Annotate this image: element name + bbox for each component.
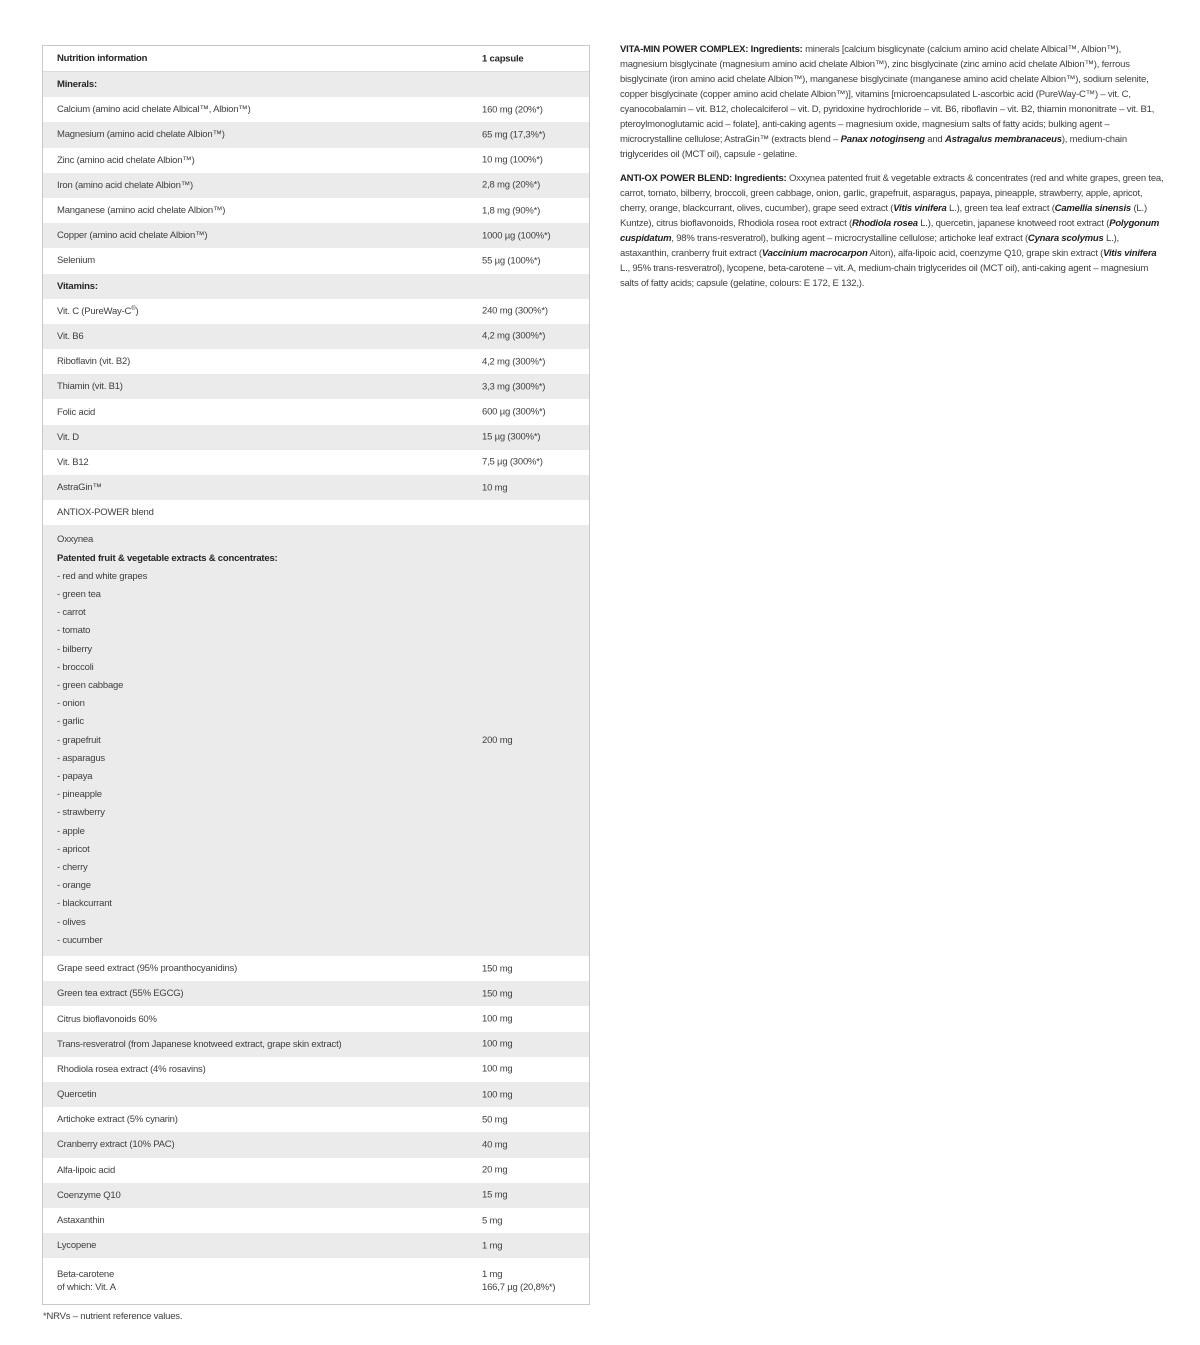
table-row bbox=[43, 1082, 589, 1107]
text-segment: Camellia sinensis bbox=[1054, 203, 1132, 214]
text-segment: L.), astaxanthin, cranberry fruit extract ( bbox=[620, 233, 1119, 259]
text-segment: Astragalus membranaceus bbox=[944, 134, 1062, 145]
table-header-row bbox=[43, 46, 589, 72]
text-segment: minerals [calcium bisglicynate (calcium amino acid chelate Albical™, Albion™), magnesium bisglycinate (magnesium amino acid chelate Albion™), zinc bisglycinate (zinc amino acid chelate Albion™), ferrous bisglycinate (iron amino acid chelate Albion™), manganese bisglycinate (manganese amino acid chelate Albion™), sodium selenite, copper bisglycinate (copper amino acid chelate Albion™)], vitamins [microencapsulated L-ascorbic acid (PureWay-C™) – vit. C, cyanocobalamin – vit. B12, cholecalciferol – vit. D, pyridoxine hydrochloride – vit. B6, riboflavin – vit. B2, thiamin mononitrate – vit. B1, pteroylmonoglutamic acid – folate], anti-caking agents – magnesium oxide, magnesium salts of fatty acids; bulking agent – microcrystalline cellulose; AstraGin™ (extracts blend – bbox=[620, 44, 1155, 145]
ingredients-paragraph-anti-ox-power-blend bbox=[620, 171, 1166, 291]
ingredients-paragraph-vita-min-power-complex bbox=[620, 42, 1166, 162]
row-value: 55 µg (100%*) bbox=[482, 255, 541, 267]
text-segment: L., 95% trans-resveratrol), lycopene, beta-carotene – vit. A, medium-chain triglycerides oil (MCT oil), anti-caking agent – magnesium salts of fatty acids; capsule (gelatine, colours: E 172, E 132,). bbox=[620, 263, 1149, 289]
row-label: Zinc (amino acid chelate Albion™) bbox=[57, 154, 195, 166]
row-label: Green tea extract (55% EGCG) bbox=[57, 988, 184, 1000]
row-value: 40 mg bbox=[482, 1139, 508, 1151]
blend-line: Patented fruit & vegetable extracts & concentrates: bbox=[57, 552, 278, 564]
row-value: 2,8 mg (20%*) bbox=[482, 179, 541, 191]
table-row bbox=[43, 97, 589, 122]
table-row bbox=[43, 349, 589, 374]
row-value: 100 mg bbox=[482, 1063, 513, 1075]
row-value: 65 mg (17,3%*) bbox=[482, 129, 546, 141]
row-label: Astaxanthin bbox=[57, 1215, 105, 1227]
blend-line: Oxxynea bbox=[57, 534, 94, 546]
blend-line: - green tea bbox=[57, 588, 101, 600]
row-value: 10 mg bbox=[482, 482, 508, 494]
row-label: Minerals: bbox=[57, 79, 97, 91]
row-value: 15 µg (300%*) bbox=[482, 431, 541, 443]
text-segment: ), medium-chain triglycerides oil (MCT oil), capsule - gelatine. bbox=[620, 134, 1127, 160]
row-label: Rhodiola rosea extract (4% rosavins) bbox=[57, 1063, 206, 1075]
row-value: 100 mg bbox=[482, 1089, 513, 1101]
row-label: Riboflavin (vit. B2) bbox=[57, 356, 131, 368]
row-value: 5 mg bbox=[482, 1215, 503, 1227]
row-value: 3,3 mg (300%*) bbox=[482, 381, 546, 393]
text-segment: Polygonum cuspidatum bbox=[620, 218, 1160, 244]
text-segment: Vitis vinifera bbox=[893, 203, 947, 214]
row-label: Thiamin (vit. B1) bbox=[57, 381, 123, 393]
table-row bbox=[43, 299, 589, 324]
table-row bbox=[43, 1233, 589, 1258]
table-row bbox=[43, 148, 589, 173]
table-row bbox=[43, 1006, 589, 1031]
nutrition-table-body bbox=[43, 72, 589, 1304]
row-label: Quercetin bbox=[57, 1089, 97, 1101]
text-segment: Rhodiola rosea bbox=[851, 218, 918, 229]
row-label: Artichoke extract (5% cynarin) bbox=[57, 1114, 178, 1126]
row-value: 7,5 µg (300%*) bbox=[482, 456, 543, 468]
blend-row-oxxynea bbox=[43, 525, 589, 956]
nutrition-table bbox=[42, 45, 590, 1305]
row-label: Copper (amino acid chelate Albion™) bbox=[57, 230, 208, 242]
blend-line: - carrot bbox=[57, 607, 86, 619]
blend-line: - garlic bbox=[57, 716, 84, 728]
table-row bbox=[43, 500, 589, 525]
row-label: Trans-resveratrol (from Japanese knotweed extract, grape skin extract) bbox=[57, 1038, 342, 1050]
blend-line: - tomato bbox=[57, 625, 91, 637]
row-label: Calcium (amino acid chelate Albical™, Albion™) bbox=[57, 104, 251, 116]
blend-line: - apricot bbox=[57, 843, 90, 855]
text-segment: Cynara scolymus bbox=[1027, 233, 1104, 244]
row-label: Lycopene bbox=[57, 1240, 97, 1252]
row-value: 240 mg (300%*) bbox=[482, 305, 548, 317]
table-row bbox=[43, 956, 589, 981]
table-row bbox=[43, 1183, 589, 1208]
table-row bbox=[43, 1107, 589, 1132]
table-row bbox=[43, 425, 589, 450]
row-value: 1,8 mg (90%*) bbox=[482, 205, 541, 217]
row-label: Cranberry extract (10% PAC) bbox=[57, 1139, 175, 1151]
blend-line: - asparagus bbox=[57, 752, 105, 764]
text-segment: Panax notoginseng bbox=[840, 134, 925, 145]
row-value: 160 mg (20%*) bbox=[482, 104, 543, 116]
text-segment: Aiton), alfa-lipoic acid, coenzyme Q10, grape skin extract ( bbox=[867, 248, 1104, 259]
table-row bbox=[43, 475, 589, 500]
blend-line: - orange bbox=[57, 880, 91, 892]
row-value: 20 mg bbox=[482, 1164, 508, 1176]
text-segment: Vaccinium macrocarpon bbox=[761, 248, 868, 259]
row-value: 50 mg bbox=[482, 1114, 508, 1126]
table-row bbox=[43, 1158, 589, 1183]
row-label: Vitamins: bbox=[57, 280, 98, 292]
row-label: Coenzyme Q10 bbox=[57, 1189, 121, 1201]
row-value: 150 mg bbox=[482, 988, 513, 1000]
row-value: 1000 µg (100%*) bbox=[482, 230, 551, 242]
table-row bbox=[43, 1057, 589, 1082]
row-value: 200 mg bbox=[482, 734, 513, 746]
row-value: 1 mg 166,7 µg (20,8%*) bbox=[482, 1269, 556, 1294]
row-value: 1 mg bbox=[482, 1240, 503, 1252]
row-label: AstraGin™ bbox=[57, 482, 102, 494]
text-segment: VITA-MIN POWER COMPLEX: Ingredients: bbox=[620, 44, 806, 55]
row-value: 10 mg (100%*) bbox=[482, 154, 543, 166]
text-segment: Oxxynea patented fruit & vegetable extracts & concentrates (red and white grapes, green tea, carrot, tomato, bilberry, broccoli, green cabbage, onion, garlic, grapefruit, asparagus, papaya, pineapple, strawberry, apple, apricot, cherry, orange, blackcurrant, olives, cucumber), grape seed extract ( bbox=[620, 173, 1164, 214]
blend-line: - papaya bbox=[57, 771, 93, 783]
text-segment: , 98% trans-resveratrol), bulking agent – microcrystalline cellulose; artichoke leaf extract ( bbox=[671, 233, 1028, 244]
blend-line: - broccoli bbox=[57, 661, 94, 673]
row-label: Vit. B12 bbox=[57, 456, 89, 468]
row-label: Manganese (amino acid chelate Albion™) bbox=[57, 205, 226, 217]
table-row bbox=[43, 122, 589, 147]
blend-line: - pineapple bbox=[57, 789, 102, 801]
row-label: Citrus bioflavonoids 60% bbox=[57, 1013, 157, 1025]
row-value: 100 mg bbox=[482, 1038, 513, 1050]
blend-line: - blackcurrant bbox=[57, 898, 112, 910]
table-row bbox=[43, 1208, 589, 1233]
row-value: 100 mg bbox=[482, 1013, 513, 1025]
text-segment: L.), quercetin, japanese knotweed root extract ( bbox=[917, 218, 1110, 229]
table-row bbox=[43, 450, 589, 475]
section-row bbox=[43, 72, 589, 97]
text-segment: (L.) Kuntze), citrus bioflavonoids, Rhodiola rosea root extract ( bbox=[620, 203, 1147, 229]
row-label: ANTIOX-POWER blend bbox=[57, 507, 154, 519]
table-footnote: *NRVs – nutrient reference values. bbox=[43, 1311, 183, 1322]
blend-line: - red and white grapes bbox=[57, 570, 148, 582]
row-value: 600 µg (300%*) bbox=[482, 406, 546, 418]
table-header-serving: 1 capsule bbox=[482, 53, 524, 64]
row-value: 15 mg bbox=[482, 1189, 508, 1201]
text-segment: ANTI-OX POWER BLEND: Ingredients: bbox=[620, 173, 789, 184]
blend-line: - olives bbox=[57, 916, 86, 928]
table-row bbox=[43, 1258, 589, 1304]
section-row bbox=[43, 274, 589, 299]
row-value: 4,2 mg (300%*) bbox=[482, 356, 546, 368]
blend-line: - cherry bbox=[57, 862, 88, 874]
table-row bbox=[43, 374, 589, 399]
blend-line: - apple bbox=[57, 825, 85, 837]
row-label: Vit. C (PureWay-C®) bbox=[57, 305, 139, 317]
blend-line: - bilberry bbox=[57, 643, 92, 655]
text-segment: L.), green tea leaf extract ( bbox=[946, 203, 1055, 214]
table-row bbox=[43, 223, 589, 248]
row-label: Beta-carotene of which: Vit. A bbox=[57, 1269, 116, 1294]
blend-line: - strawberry bbox=[57, 807, 105, 819]
row-value: 4,2 mg (300%*) bbox=[482, 330, 546, 342]
blend-line: - grapefruit 200 mg bbox=[43, 732, 589, 750]
table-row bbox=[43, 1132, 589, 1157]
table-row bbox=[43, 399, 589, 424]
table-row bbox=[43, 1032, 589, 1057]
text-segment: and bbox=[924, 134, 945, 145]
row-value: 150 mg bbox=[482, 963, 513, 975]
row-label: Alfa-lipoic acid bbox=[57, 1164, 116, 1176]
table-row bbox=[43, 173, 589, 198]
blend-line: - green cabbage bbox=[57, 680, 124, 691]
table-row bbox=[43, 198, 589, 223]
table-header-title: Nutrition information bbox=[57, 53, 148, 64]
blend-line: - cucumber bbox=[57, 934, 103, 946]
row-label: Selenium bbox=[57, 255, 96, 267]
table-row bbox=[43, 324, 589, 349]
table-row bbox=[43, 981, 589, 1006]
text-segment: Vitis vinifera bbox=[1103, 248, 1157, 259]
ingredients-panel bbox=[620, 42, 1166, 300]
row-label: Vit. D bbox=[57, 431, 79, 443]
row-label: Vit. B6 bbox=[57, 330, 84, 342]
row-label: Folic acid bbox=[57, 406, 96, 418]
row-label: Iron (amino acid chelate Albion™) bbox=[57, 179, 193, 191]
blend-line: - onion bbox=[57, 698, 85, 710]
table-row bbox=[43, 248, 589, 273]
row-label: Magnesium (amino acid chelate Albion™) bbox=[57, 129, 225, 141]
row-label: Grape seed extract (95% proanthocyanidins) bbox=[57, 963, 238, 975]
